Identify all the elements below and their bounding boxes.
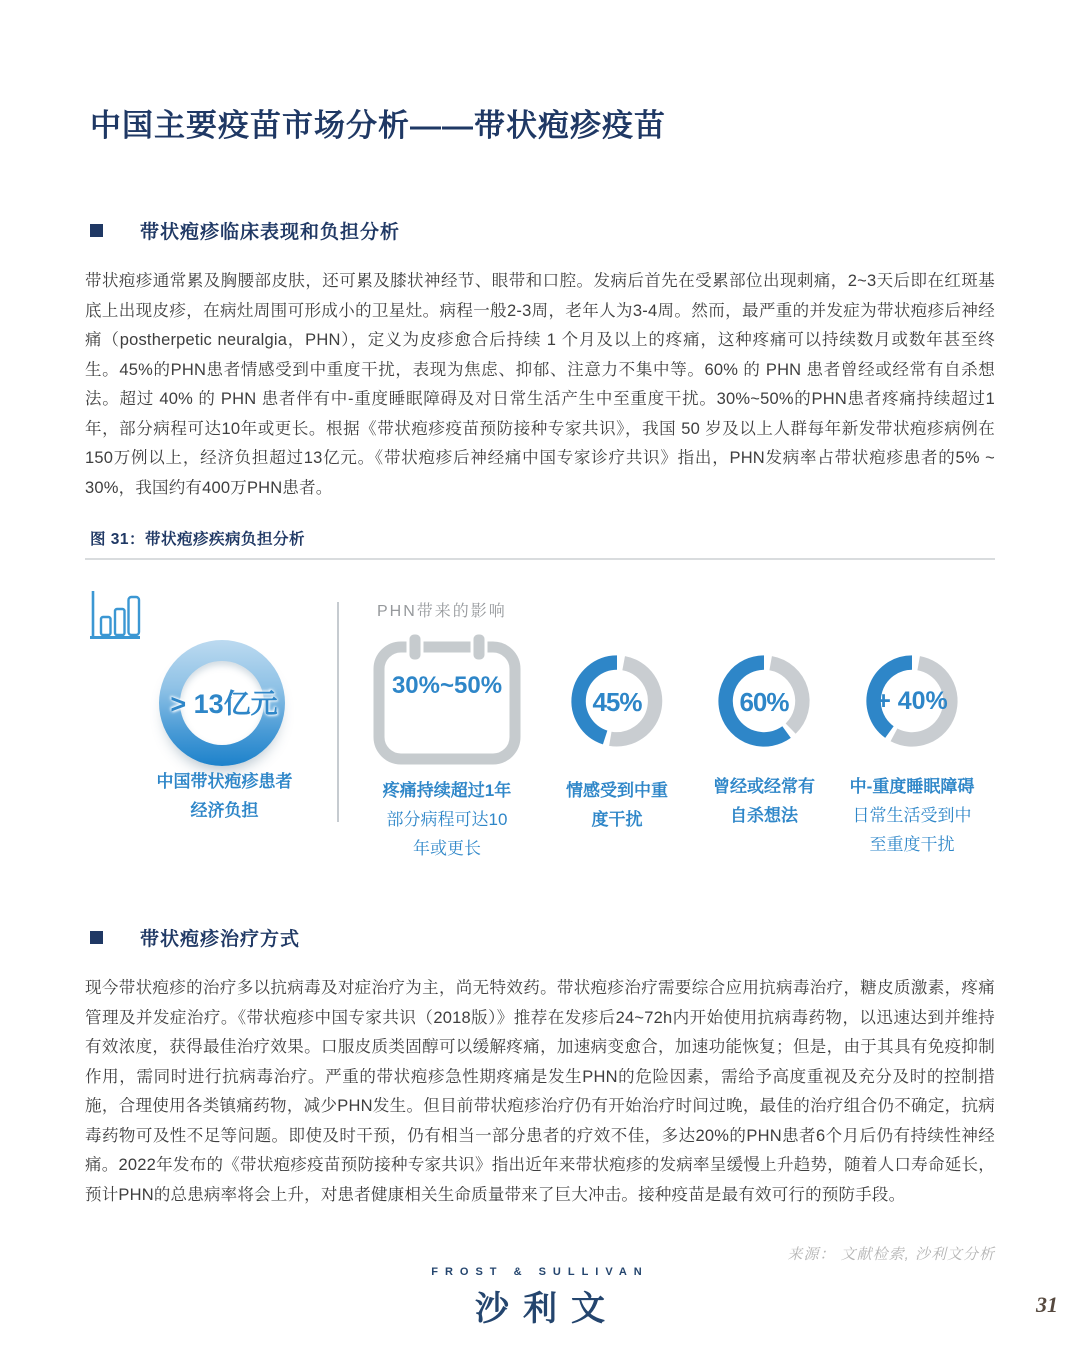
sleep-disorder-label: 中-重度睡眠障碍 日常生活受到中 至重度干扰 [849,777,975,854]
economic-burden-label: 中国带状疱疹患者 经济负担 [156,772,293,820]
suicidal-thoughts-label: 曾经或经常有 自杀想法 [713,777,815,825]
donut-60-value: 60% [739,687,789,717]
logo-wordmark-en: FROST & SULLIVAN [431,1266,649,1278]
square-bullet-icon [90,931,103,944]
frost-sullivan-logo [0,1266,1080,1330]
donut-45-value: 45% [592,687,642,717]
economic-burden-value: > 13亿元 [170,689,278,719]
figure-caption: 图 31：带状疱疹疾病负担分析 [90,531,306,548]
donut-40-value: + 40% [876,687,948,715]
source-note: 来源： 文献检索, 沙利文分析 [787,1246,995,1263]
phn-impact-group-label: PHN带来的影响 [377,603,507,620]
pain-duration-value: 30%~50% [391,672,503,699]
pain-duration-label: 疼痛持续超过1年 部分病程可达10 年或更长 [382,781,512,858]
section-heading-label: 带状疱疹临床表现和负担分析 [140,222,401,243]
donut-40-percent [864,653,960,749]
page-title: 中国主要疫苗市场分析——带状疱疹疫苗 [90,108,666,143]
page-number: 31 [1036,1292,1058,1317]
donut-60-percent [716,653,812,749]
treatment-paragraph: 现今带状疱疹的治疗多以抗病毒及对症治疗为主，尚无特效药。带状疱疹治疗需要综合应用抗病毒治疗，糖皮质激素，疼痛管理及并发症治疗。《带状疱疹中国专家共识（2018版）》推荐在发疹后24~72h内开始使用抗病毒药物，以迅速达到并维持有效浓度，获得最佳治疗效果。口服皮质类固醇可以缓解疼痛，加速病变愈合，加速功能恢复；但是，由于其具有免疫抑制作用，需同时进行抗病毒治疗。严重的带状疱疹急性期疼痛是发生PHN的危险因素，需给予高度重视及充分及时的控制措施，合理使用各类镇痛药物，减少PHN发生。但目前带状疱疹治疗仍有开始治疗时间过晚，最佳的治疗组合仍不确定，抗病毒药物可及性不足等问题。即使及时干预，仍有相当一部分患者的疗效不佳，多达20%的PHN患者6个月后仍有持续性神经痛。2022年发布的《带状疱疹疫苗预防接种专家共识》指出近年来带状疱疹的发病率呈缓慢上升趋势，随着人口寿命延长，预计PHN的总患病率将会上升，对患者健康相关生命质量带来了巨大冲击。接种疫苗是最有效可行的预防手段。 [85,979,995,1204]
section-heading-clinical-burden [90,217,995,244]
square-bullet-icon [90,224,103,237]
clinical-burden-paragraph: 带状疱疹通常累及胸腰部皮肤，还可累及膝状神经节、眼带和口腔。发病后首先在受累部位出现刺痛，2~3天后即在红斑基底上出现皮疹，在病灶周围可形成小的卫星灶。病程一般2-3周，老年人为3-4周。然而，最严重的并发症为带状疱疹后神经痛（postherpetic neuralgia，PHN），定义为皮疹愈合后持续 1 个月及以上的疼痛，这种疼痛可以持续数月或数年甚至终生。45%的PHN患者情感受到中重度干扰，表现为焦虑、抑郁、注意力不集中等。60% 的 PHN 患者曾经或经常有自杀想法。超过 40% 的 PHN 患者伴有中-重度睡眠障碍及对日常生活产生中至重度干扰。30%~50%的PHN患者疼痛持续超过1年，部分病程可达10年或更长。根据《带状疱疹疫苗预防接种专家共识》，我国 50 岁及以上人群每年新发带状疱疹病例在150万例以上，经济负担超过13亿元。《带状疱疹后神经痛中国专家诊疗共识》指出，PHN发病率占带状疱疹患者的5% ~ 30%，我国约有400万PHN患者。 [85,272,995,497]
logo-wordmark-cn: 沙利文 [475,1290,619,1328]
section-heading-label: 带状疱疹治疗方式 [140,929,301,950]
donut-45-percent [569,653,665,749]
calendar-icon [372,630,522,775]
bar-chart-icon [88,588,142,642]
section-heading-treatment [90,924,995,951]
emotional-impact-label: 情感受到中重 度干扰 [566,781,668,829]
figure-31-infographic [85,560,995,892]
vertical-divider [337,602,339,822]
